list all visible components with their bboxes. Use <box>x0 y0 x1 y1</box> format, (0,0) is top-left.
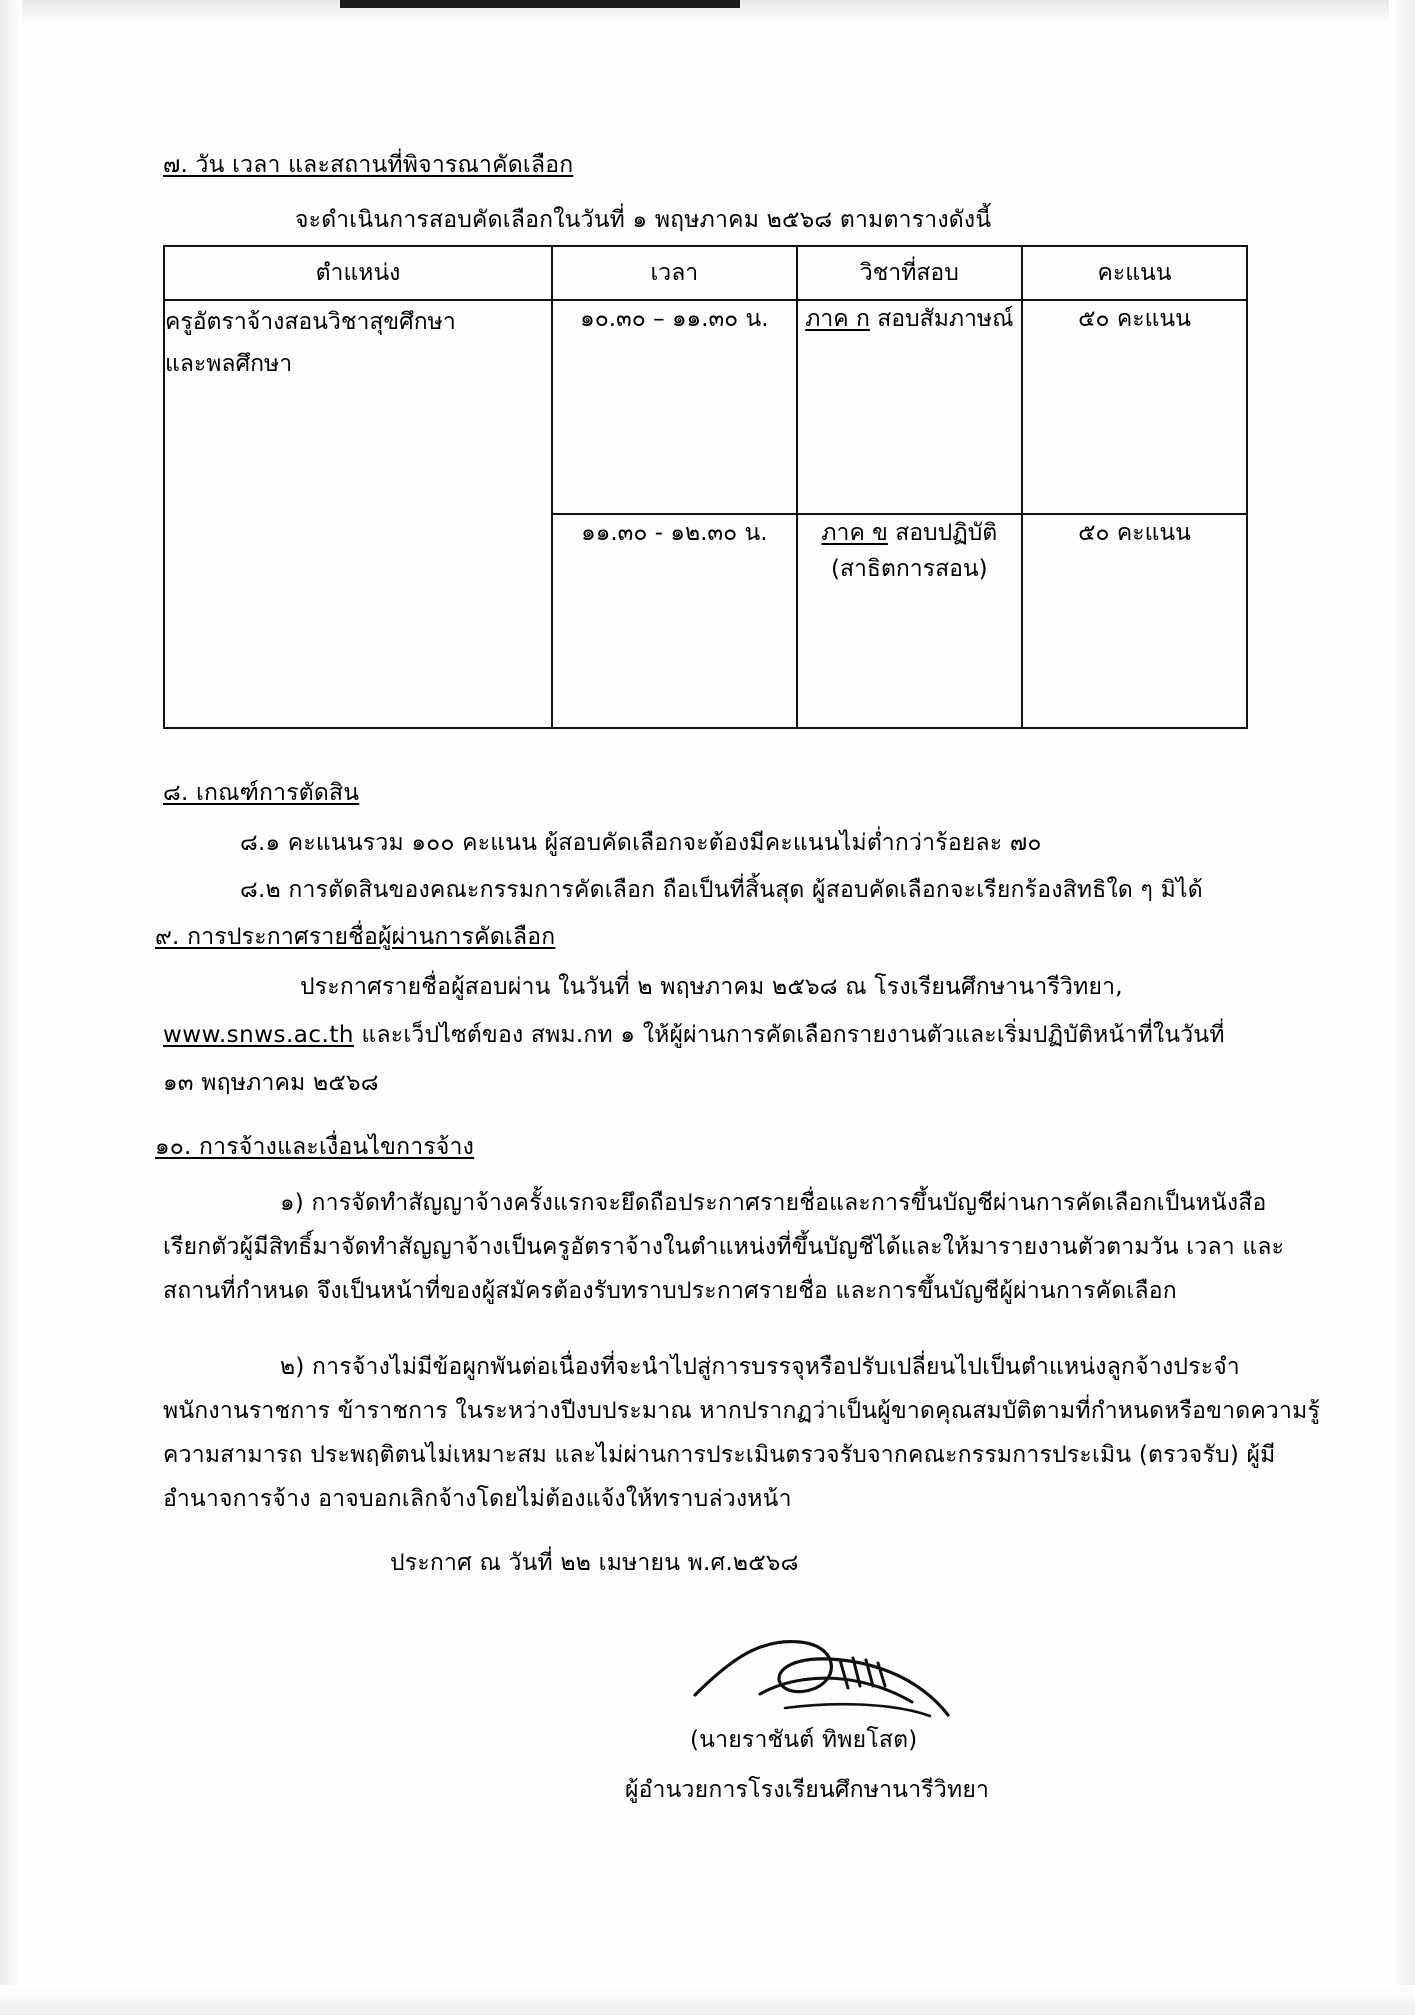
table-header-row <box>164 246 1247 300</box>
section-10-para-2-line-4: อำนาจการจ้าง อาจบอกเลิกจ้างโดยไม่ต้องแจ้งให้ทราบล่วงหน้า <box>163 1486 792 1512</box>
cell-position <box>164 300 552 728</box>
section-10-para-1-line-1: ๑) การจัดทำสัญญาจ้างครั้งแรกจะยึดถือประกาศรายชื่อและการขึ้นบัญชีผ่านการคัดเลือกเป็นหนังสือ <box>280 1190 1267 1216</box>
section-9-line-3: ๑๓ พฤษภาคม ๒๕๖๘ <box>163 1070 379 1096</box>
signature-title: ผู้อำนวยการโรงเรียนศึกษานารีวิทยา <box>625 1777 990 1803</box>
signature-name: (นายราชันต์ ทิพยโสต) <box>690 1727 918 1753</box>
subject-part-rest-1: สอบสัมภาษณ์ <box>869 306 1014 332</box>
section-10-heading: ๑๐. การจ้างและเงื่อนไขการจ้าง <box>155 1134 475 1160</box>
section-10-para-2-line-2: พนักงานราชการ ข้าราชการ ในระหว่างปีงบประมาณ หากปรากฏว่าเป็นผู้ขาดคุณสมบัติตามที่กำหนดหรือขาดความรู้ <box>163 1398 1321 1424</box>
subject-part-underlined-1: ภาค ก <box>805 306 870 332</box>
cell-subject-2 <box>797 514 1022 728</box>
position-line-1: ครูอัตราจ้างสอนวิชาสุขศึกษา <box>165 309 456 335</box>
section-8-item-2: ๘.๒ การตัดสินของคณะกรรมการคัดเลือก ถือเป็นที่สิ้นสุด ผู้สอบคัดเลือกจะเรียกร้องสิทธิใด ๆ มิได้ <box>240 877 1203 903</box>
cell-subject-1 <box>797 300 1022 514</box>
section-10-para-1-line-2: เรียกตัวผู้มีสิทธิ์มาจัดทำสัญญาจ้างเป็นครูอัตราจ้างในตำแหน่งที่ขึ้นบัญชีได้และให้มารายงานตัวตามวัน เวลา และ <box>163 1234 1285 1260</box>
section-7-intro: จะดำเนินการสอบคัดเลือกในวันที่ ๑ พฤษภาคม ๒๕๖๘ ตามตารางดังนี้ <box>295 207 992 233</box>
cell-time-2: ๑๑.๓๐ - ๑๒.๓๐ น. <box>552 514 797 728</box>
section-9-line-2 <box>163 1020 1225 1050</box>
school-website-link[interactable]: www.snws.ac.th <box>163 1022 354 1048</box>
subject-line-1 <box>798 515 1021 551</box>
position-line-2: และพลศึกษา <box>165 351 293 377</box>
section-10-para-2-line-1: ๒) การจ้างไม่มีข้อผูกพันต่อเนื่องที่จะนำไปสู่การบรรจุหรือปรับเปลี่ยนไปเป็นตำแหน่งลูกจ้างประจำ <box>280 1354 1240 1380</box>
section-7-heading: ๗. วัน เวลา และสถานที่พิจารณาคัดเลือก <box>163 152 574 178</box>
section-9-line-2-rest: และเว็ปไซต์ของ สพม.กท ๑ ให้ผู้ผ่านการคัดเลือกรายงานตัวและเริ่มปฏิบัติหน้าที่ในวันที่ <box>361 1022 1225 1048</box>
section-9-line-1: ประกาศรายชื่อผู้สอบผ่าน ในวันที่ ๒ พฤษภาคม ๒๕๖๘ ณ โรงเรียนศึกษานารีวิทยา, <box>300 974 1123 1000</box>
section-9-heading: ๙. การประกาศรายชื่อผู้ผ่านการคัดเลือก <box>155 924 556 950</box>
cell-time-1: ๑๐.๓๐ – ๑๑.๓๐ น. <box>552 300 797 514</box>
header-time: เวลา <box>552 246 797 300</box>
section-8-heading: ๘. เกณฑ์การตัดสิน <box>163 780 360 806</box>
header-subject: วิชาที่สอบ <box>797 246 1022 300</box>
subject-part-underlined-2: ภาค ข <box>821 520 888 546</box>
section-10-para-2-line-3: ความสามารถ ประพฤติตนไม่เหมาะสม และไม่ผ่านการประเมินตรวจรับจากคณะกรรมการประเมิน (ตรวจรับ) ผู้มี <box>163 1442 1276 1468</box>
cell-score-2: ๕๐ คะแนน <box>1022 514 1247 728</box>
section-10-para-1-line-3: สถานที่กำหนด จึงเป็นหน้าที่ของผู้สมัครต้องรับทราบประกาศรายชื่อ และการขึ้นบัญชีผู้ผ่านการคัดเลือก <box>163 1278 1177 1304</box>
header-position: ตำแหน่ง <box>164 246 552 300</box>
table-row <box>164 300 1247 514</box>
selection-schedule-table <box>163 245 1248 729</box>
announcement-date: ประกาศ ณ วันที่ ๒๒ เมษายน พ.ศ.๒๕๖๘ <box>390 1550 799 1576</box>
subject-line-2: (สาธิตการสอน) <box>830 556 988 582</box>
cell-score-1: ๕๐ คะแนน <box>1022 300 1247 514</box>
signature-mark <box>690 1620 980 1740</box>
header-score: คะแนน <box>1022 246 1247 300</box>
subject-part-rest-2: สอบปฏิบัติ <box>887 520 998 546</box>
section-8-item-1: ๘.๑ คะแนนรวม ๑๐๐ คะแนน ผู้สอบคัดเลือกจะต้องมีคะแนนไม่ต่ำกว่าร้อยละ ๗๐ <box>240 830 1042 856</box>
